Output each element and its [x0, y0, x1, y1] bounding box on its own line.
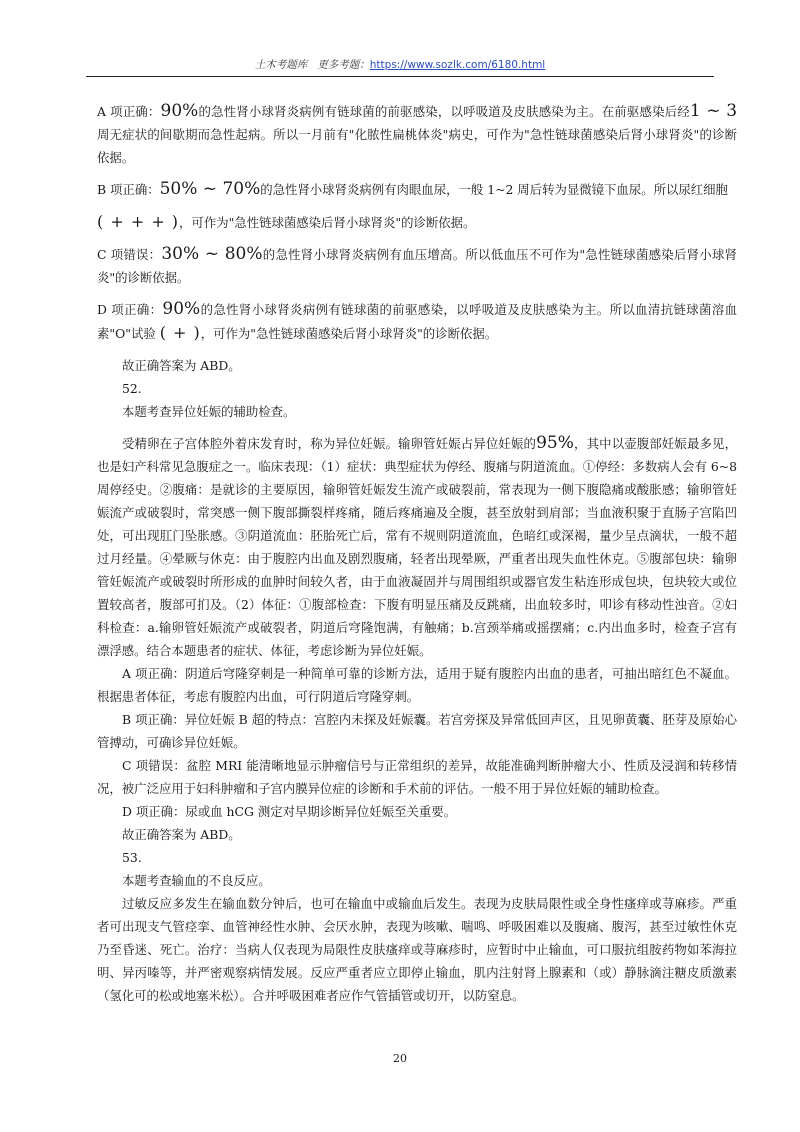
header-divider — [86, 76, 714, 77]
more-questions-label: 更多考题： — [317, 59, 370, 71]
explanation-53: 过敏反应多发生在输血数分钟后，也可在输血中或输血后发生。表现为皮肤局限性或全身性瘙痒或荨麻疹。严重者可出现支气管痉挛、血管神经性水肿、会厌水肿，表现为咳嗽、喘鸣、呼吸困难以及腹痛、腹泻，甚至过敏性休克乃至昏迷、死亡。治疗：当病人仅表现为局限性皮肤瘙痒或荨麻疹时，应暂时中止输血，可口服抗组胺药物如苯海拉明、异丙嗪等，并严密观察病情发展。反应严重者应立即停止输血，肌内注射肾上腺素和（或）静脉滴注糖皮质激素（氢化可的松或地塞米松）。合并呼吸困难者应作气管插管或切开，以防窒息。 — [97, 896, 737, 1003]
answer-b-51-cont: ( + + + )，可作为"急性链球菌感染后肾小球肾炎"的诊断依据。 — [97, 212, 476, 231]
question-topic-53: 本题考查输血的不良反应。 — [122, 873, 271, 888]
answer-c-51: C 项错误：30% ~ 80%的急性肾小球肾炎病例有血压增高。所以低血压不可作为"急性链球菌感染后肾小球肾炎"的诊断依据。 — [97, 244, 737, 285]
answer-d-51: D 项正确：90%的急性肾小球肾炎病例有链球菌的前驱感染，以呼吸道及皮肤感染为主。所以血清抗链球菌溶血素"O"试验 ( + )，可作为"急性链球菌感染后肾小球肾炎"的诊断依据。 — [97, 299, 737, 342]
page-number: 20 — [393, 1052, 407, 1065]
explanation-52: 受精卵在子宫体腔外着床发育时，称为异位妊娠。输卵管妊娠占异位妊娠的95%，其中以壶腹部妊娠最多见，也是妇产科常见急腹症之一。临床表现：（1）症状：典型症状为停经、腹痛与阴道流血。①停经：多数病人会有 6~8 周停经史。②腹痛：是就诊的主要原因，输卵管妊娠发生流产或破裂前，常表现为一侧下腹隐痛或酸胀感；输卵管妊娠流产或破裂时，常突感一侧下腹部撕裂样疼痛，随后疼痛遍及全腹，甚至放射到肩部；当血液积聚于直肠子宫陷凹处，可出现肛门坠胀感。③阴道流血：胚胎死亡后，常有不规则阴道流血，色暗红或深褐，量少呈点滴状，一般不超过月经量。④晕厥与休克：由于腹腔内出血及剧烈腹痛，轻者出现晕厥，严重者出现失血性休克。⑤腹部包块：输卵管妊娠流产或破裂时所形成的血肿时间较久者，由于血液凝固并与周围组织或器官发生粘连形成包块，包块较大或位置较高者，腹部可扪及。（2）体征：①腹部检查：下腹有明显压痛及反跳痛，出血较多时，叩诊有移动性浊音。②妇科检查：a.输卵管妊娠流产或破裂者，阴道后穹隆饱满，有触痛；b.宫颈举痛或摇摆痛；c.内出血多时，检查子宫有漂浮感。结合本题患者的症状、体征，考虑诊断为异位妊娠。 — [97, 433, 738, 658]
page-header — [0, 57, 800, 72]
page-content — [97, 100, 737, 1007]
answer-summary-52: 故正确答案为 ABD。 — [122, 827, 241, 842]
question-number-53: 53. — [122, 850, 142, 865]
answer-c-52: C 项错误：盆腔 MRI 能清晰地显示肿瘤信号与正常组织的差异，故能准确判断肿瘤大小、性质及浸润和转移情况，被广泛应用于妇科肿瘤和子宫内膜异位症的诊断和手术前的评估。一般不用于异位妊娠的辅助检查。 — [97, 758, 737, 796]
site-name: 土木考题库 — [254, 59, 308, 71]
answer-a-51: A 项正确：90%的急性肾小球肾炎病例有链球菌的前驱感染，以呼吸道及皮肤感染为主。在前驱感染后经1 ~ 3周无症状的间歇期而急性起病。所以一月前有"化脓性扁桃体炎"病史，可作为"急性链球菌感染后肾小球肾炎"的诊断依据。 — [97, 101, 738, 165]
question-topic-52: 本题考查异位妊娠的辅助检查。 — [122, 404, 296, 419]
source-link[interactable]: https://www.sozlk.com/6180.html — [369, 59, 546, 71]
answer-b-51: B 项正确：50% ~ 70%的急性肾小球肾炎病例有肉眼血尿，一般 1~2 周后转为显微镜下血尿。所以尿红细胞 — [97, 179, 728, 199]
question-number-52: 52. — [122, 381, 142, 396]
answer-d-52: D 项正确：尿或血 hCG 测定对早期诊断异位妊娠至关重要。 — [122, 804, 457, 819]
answer-a-52: A 项正确：阴道后穹隆穿刺是一种简单可靠的诊断方法，适用于疑有腹腔内出血的患者，可抽出暗红色不凝血。根据患者体征，考虑有腹腔内出血，可行阴道后穹隆穿刺。 — [97, 666, 737, 704]
answer-b-52: B 项正确：异位妊娠 B 超的特点：宫腔内未探及妊娠囊。若宫旁探及异常低回声区，且见卵黄囊、胚芽及原始心管搏动，可确诊异位妊娠。 — [97, 712, 737, 750]
answer-summary-51: 故正确答案为 ABD。 — [122, 358, 241, 373]
